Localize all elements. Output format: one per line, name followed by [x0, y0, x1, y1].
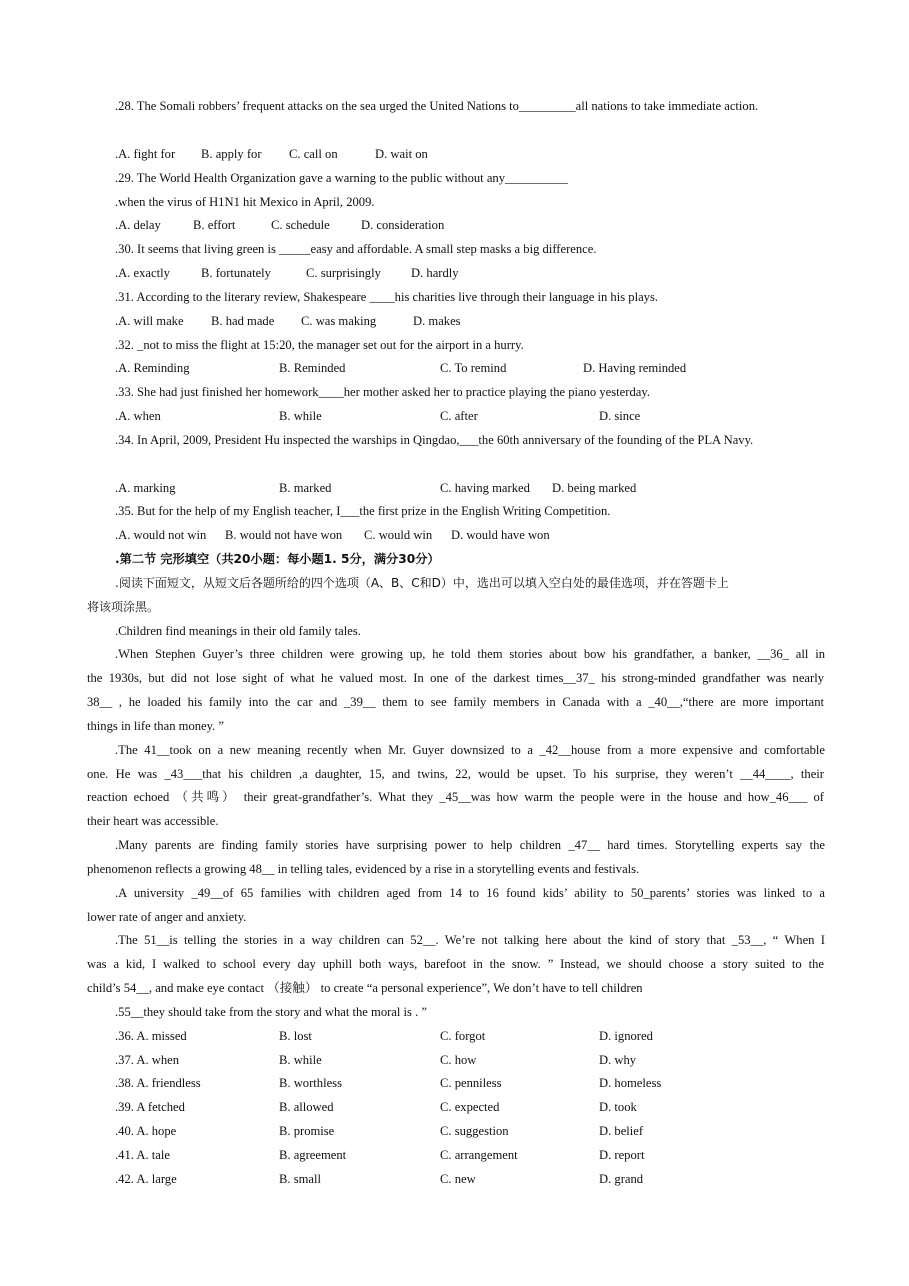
- passage-line: .Many parents are finding family stories have surprising power to help children _47__ hard times. Storytelling experts say the: [115, 838, 825, 852]
- option-d: D. wait on: [375, 147, 428, 161]
- question-35-stem: .35. But for the help of my English teacher, I___the first prize in the English Writing Competition.: [115, 504, 611, 518]
- question-32-stem: .32. _not to miss the flight at 15:20, the manager set out for the airport in a hurry.: [115, 338, 524, 352]
- option-b: B. allowed: [279, 1100, 334, 1114]
- option-d: D. being marked: [552, 481, 637, 495]
- option-d: D. since: [599, 409, 641, 423]
- answer-row: [115, 1147, 825, 1163]
- answer-row: [115, 1052, 825, 1068]
- option-b: B. while: [279, 1053, 322, 1067]
- option-b: B. marked: [279, 481, 332, 495]
- question-29-options: [115, 217, 825, 233]
- passage-line: 38__ , he loaded his family into the car and _39__ them to see family members in Canada with a _40__,“there are more important: [87, 695, 824, 709]
- passage-line: .A university _49__of 65 families with children aged from 14 to 16 found kids’ ability to 50_parents’ stories was linked to a: [115, 886, 825, 900]
- option-b: B. would not have won: [225, 528, 343, 542]
- option-c: C. how: [440, 1053, 477, 1067]
- question-34-stem: .34. In April, 2009, President Hu inspected the warships in Qingdao,___the 60th anniversary of the founding of the PLA Navy.: [115, 433, 754, 447]
- option-c: C. schedule: [271, 218, 330, 232]
- option-d: D. makes: [413, 314, 461, 328]
- option-a: .A. will make: [115, 314, 184, 328]
- option-b: B. worthless: [279, 1076, 342, 1090]
- option-a: .36. A. missed: [115, 1029, 187, 1043]
- passage-line: phenomenon reflects a growing 48__ in telling tales, evidenced by a rise in a storytelling events and festivals.: [87, 862, 640, 876]
- question-28-options: [115, 146, 825, 162]
- option-d: D. Having reminded: [583, 361, 687, 375]
- passage-line: child’s 54__, and make eye contact （接触） to create “a personal experience”, We don’t have to tell children: [87, 981, 643, 995]
- option-c: C. forgot: [440, 1029, 486, 1043]
- option-a: .37. A. when: [115, 1053, 180, 1067]
- option-c: C. expected: [440, 1100, 500, 1114]
- answer-row: [115, 1099, 825, 1115]
- option-b: B. effort: [193, 218, 236, 232]
- question-30-options: [115, 265, 825, 281]
- option-c: C. new: [440, 1172, 476, 1186]
- option-c: C. To remind: [440, 361, 507, 375]
- option-d: D. report: [599, 1148, 645, 1162]
- passage-line: .The 41__took on a new meaning recently when Mr. Guyer downsized to a _42__house from a more expensive and comfortable: [115, 743, 825, 757]
- passage-line: one. He was _43___that his children ,a daughter, 15, and twins, 22, would be upset. To his surprise, they weren’t __44____, their: [87, 767, 824, 781]
- option-d: D. grand: [599, 1172, 644, 1186]
- passage-line: was a kid, I walked to school every day uphill both ways, barefoot in the snow. ” Instead, we should choose a story suited to the: [87, 957, 824, 971]
- option-b: B. had made: [211, 314, 275, 328]
- answer-row: [115, 1171, 825, 1187]
- option-c: C. would win: [364, 528, 433, 542]
- option-b: B. promise: [279, 1124, 335, 1138]
- question-30-stem: .30. It seems that living green is _____easy and affordable. A small step masks a big difference.: [115, 242, 597, 256]
- question-31-stem: .31. According to the literary review, Shakespeare ____his charities live through their language in his plays.: [115, 290, 659, 304]
- passage-line: things in life than money. ”: [87, 719, 224, 733]
- question-31-options: [115, 313, 825, 329]
- option-b: B. fortunately: [201, 266, 271, 280]
- option-a: .39. A fetched: [115, 1100, 185, 1114]
- option-c: C. arrangement: [440, 1148, 518, 1162]
- question-34-options: [115, 480, 825, 496]
- option-a: .A. when: [115, 409, 161, 423]
- passage-line: .When Stephen Guyer’s three children were growing up, he told them stories about bow his grandfather, a banker, __36_ all in: [115, 647, 825, 661]
- passage-line: lower rate of anger and anxiety.: [87, 910, 247, 924]
- option-c: C. after: [440, 409, 478, 423]
- question-29-stem-continued: .when the virus of H1N1 hit Mexico in April, 2009.: [115, 195, 375, 209]
- option-b: B. agreement: [279, 1148, 347, 1162]
- question-29-stem: .29. The World Health Organization gave a warning to the public without any__________: [115, 171, 568, 185]
- question-35-options: [115, 527, 825, 543]
- option-b: B. lost: [279, 1029, 312, 1043]
- option-a: .41. A. tale: [115, 1148, 170, 1162]
- passage-title: .Children find meanings in their old family tales.: [115, 624, 361, 638]
- option-b: B. apply for: [201, 147, 262, 161]
- option-d: D. hardly: [411, 266, 459, 280]
- option-c: C. penniless: [440, 1076, 502, 1090]
- section-instruction: .阅读下面短文，从短文后各题所给的四个选项（A、B、C和D）中，选出可以填入空白处的最佳选项，并在答题卡上: [115, 576, 729, 590]
- option-a: .A. exactly: [115, 266, 170, 280]
- option-b: B. Reminded: [279, 361, 346, 375]
- option-d: D. took: [599, 1100, 637, 1114]
- answer-row: [115, 1028, 825, 1044]
- option-c: C. surprisingly: [306, 266, 381, 280]
- option-d: D. would have won: [451, 528, 550, 542]
- option-d: D. consideration: [361, 218, 445, 232]
- passage-line: the 1930s, but did not lose sight of what he valued most. In one of the darkest times__37_ his strong-minded grandfather was nearly: [87, 671, 824, 685]
- answer-row: [115, 1075, 825, 1091]
- section-instruction-continued: 将该项涂黑。: [87, 600, 160, 614]
- option-a: .A. delay: [115, 218, 161, 232]
- option-c: C. suggestion: [440, 1124, 509, 1138]
- option-c: C. having marked: [440, 481, 530, 495]
- option-c: C. call on: [289, 147, 338, 161]
- question-33-options: [115, 408, 825, 424]
- option-d: D. belief: [599, 1124, 644, 1138]
- question-33-stem: .33. She had just finished her homework____her mother asked her to practice playing the piano yesterday.: [115, 385, 650, 399]
- option-c: C. was making: [301, 314, 377, 328]
- answer-row: [115, 1123, 825, 1139]
- option-b: B. while: [279, 409, 322, 423]
- option-d: D. ignored: [599, 1029, 653, 1043]
- passage-line: .The 51__is telling the stories in a way children can 52__. We’re not talking here about the kind of story that _53__, “ When I: [115, 933, 825, 947]
- option-b: B. small: [279, 1172, 321, 1186]
- passage-line: reaction echoed （共鸣） their great-grandfather’s. What they _45__was how warm the people were in the house and how_46___ of: [87, 790, 824, 804]
- option-a: .40. A. hope: [115, 1124, 177, 1138]
- option-a: .A. marking: [115, 481, 176, 495]
- section-heading: .第二节 完形填空（共20小题：每小题1. 5分，满分30分）: [115, 552, 440, 566]
- option-a: .42. A. large: [115, 1172, 177, 1186]
- option-a: .A. fight for: [115, 147, 176, 161]
- option-a: .A. Reminding: [115, 361, 190, 375]
- option-d: D. homeless: [599, 1076, 662, 1090]
- passage-line: their heart was accessible.: [87, 814, 219, 828]
- option-d: D. why: [599, 1053, 637, 1067]
- option-a: .38. A. friendless: [115, 1076, 201, 1090]
- question-32-options: [115, 360, 825, 376]
- passage-line: .55__they should take from the story and what the moral is . ”: [115, 1005, 427, 1019]
- option-a: .A. would not win: [115, 528, 207, 542]
- question-28-stem: .28. The Somali robbers’ frequent attacks on the sea urged the United Nations to_________all nations to take immediate action.: [115, 99, 759, 113]
